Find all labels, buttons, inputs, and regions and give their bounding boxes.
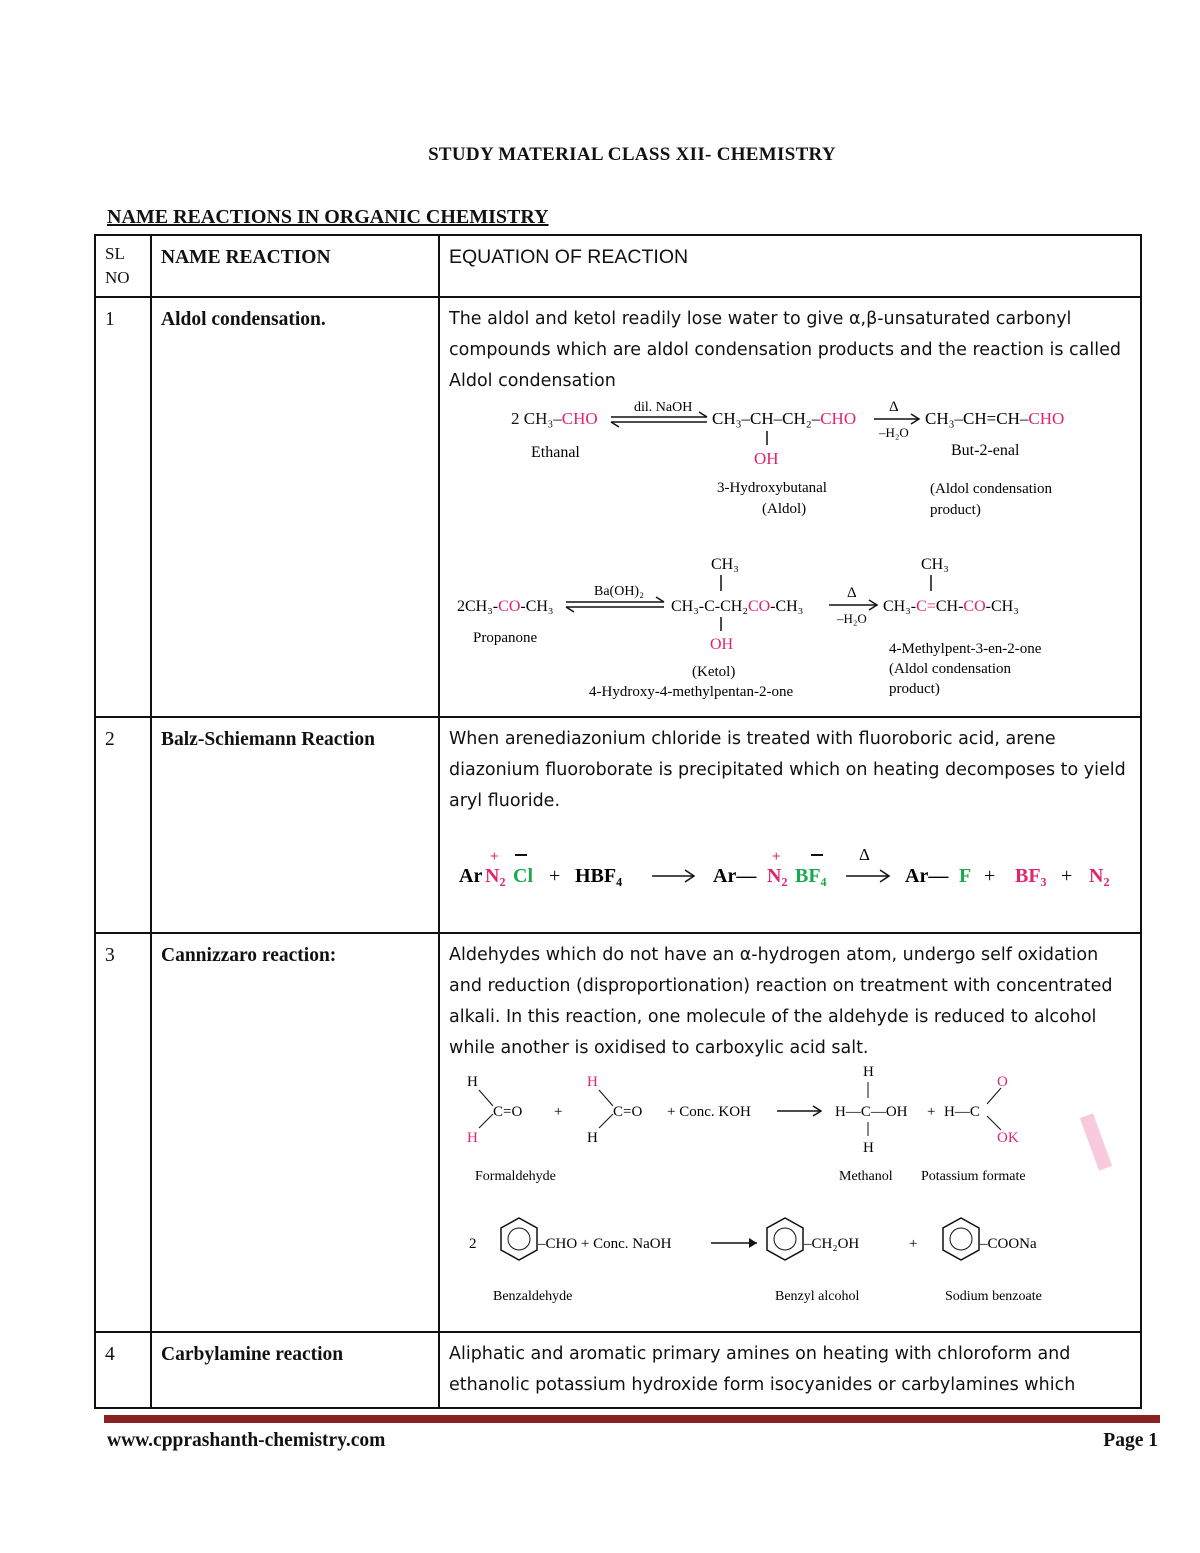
header-name-reaction: NAME REACTION: [151, 235, 439, 297]
cz-c-o-1: C=O: [493, 1104, 523, 1120]
benzene-ring-icon: [767, 1218, 803, 1260]
bs-n2-2: N₂: [767, 865, 788, 887]
footer-divider: [104, 1415, 1160, 1423]
header-sl-line1: SL: [105, 244, 125, 263]
cz-bond-4: [599, 1114, 613, 1128]
footer-website: www.cpprashanth-chemistry.com: [107, 1430, 386, 1451]
r1-label-product3: product): [930, 502, 981, 518]
r2-label-product2: (Aldol condensation: [889, 661, 1012, 677]
cz-label-benzaldehyde: Benzaldehyde: [493, 1289, 573, 1304]
row-name: Balz-Schiemann Reaction: [151, 717, 439, 933]
cz-label-formaldehyde: Formaldehyde: [475, 1169, 556, 1184]
r1-label-product2: (Aldol condensation: [930, 481, 1053, 497]
r2-label-product1: 4-Methylpent-3-en-2-one: [889, 641, 1042, 657]
bs-ar2: Ar—: [713, 865, 757, 887]
cz-o: O: [997, 1074, 1008, 1090]
r1-reactant: 2 CH₃–CHO: [511, 409, 598, 428]
cz-c-o-2: C=O: [613, 1104, 643, 1120]
row-sl: 4: [95, 1332, 151, 1408]
table-row: [95, 717, 1141, 933]
bs-ar: Ar: [459, 865, 483, 887]
cz-bond-3: [599, 1090, 613, 1106]
r1-oh: OH: [754, 449, 779, 468]
table-row: [95, 1332, 1141, 1408]
table-header-row: [95, 235, 1141, 297]
cz-plus-1: +: [554, 1104, 563, 1120]
table-row: [95, 933, 1141, 1332]
row-sl: 1: [95, 297, 151, 717]
aldol-scheme-diagram: [449, 397, 1133, 702]
header-equation: EQUATION OF REACTION: [439, 235, 1141, 297]
r2-ch3-top: CH₃: [711, 556, 739, 573]
cz-hc: H—C: [944, 1104, 980, 1120]
r2-label-mid2: 4-Hydroxy-4-methylpentan-2-one: [589, 684, 794, 700]
cannizzaro-diagram: [449, 1064, 1133, 1309]
cz-reagent-1: + Conc. KOH: [667, 1104, 751, 1120]
benzene-ring-icon: [501, 1218, 537, 1260]
bs-bf4: BF₄: [795, 865, 827, 887]
row-name: Aldol condensation.: [151, 297, 439, 717]
cz-bond-ok: [987, 1116, 1001, 1130]
cz-coef: 2: [469, 1236, 477, 1252]
cz-ch2oh: –CH₂OH: [804, 1236, 860, 1252]
row-name: Cannizzaro reaction:: [151, 933, 439, 1332]
name-reactions-table: [94, 234, 1142, 1409]
benzene-ring-icon: [943, 1218, 979, 1260]
cz-bond-1: [479, 1090, 493, 1106]
r1-label-product: But-2-enal: [951, 442, 1020, 459]
bs-cl: Cl: [513, 865, 533, 887]
cz-coona: –COONa: [980, 1236, 1037, 1252]
cz-h4: H: [587, 1130, 598, 1146]
row-name: Carbylamine reaction: [151, 1332, 439, 1408]
r1-label-mid1: 3-Hydroxybutanal: [717, 480, 827, 496]
cz-bond-2: [479, 1114, 493, 1128]
table-row: [95, 297, 1141, 717]
row-equation-cell: [439, 717, 1141, 933]
row-description: Aliphatic and aromatic primary amines on heating with chloroform and ethanolic potassium hydroxide form isocyanides or carbylamines which: [449, 1344, 1076, 1395]
bs-hbf4: HBF₄: [575, 865, 623, 887]
row-description: Aldehydes which do not have an α-hydrogen atom, undergo self oxidation and reduction (disproportionation) reaction on treatment with concentrated alkali. In this reaction, one molecule of the aldehyde is reduced to alcohol while another is oxidised to carboxylic acid salt.: [449, 945, 1113, 1058]
cz-label-benzoate: Sodium benzoate: [945, 1289, 1042, 1304]
cz-bond-o: [987, 1088, 1001, 1104]
row-equation-cell: [439, 297, 1141, 717]
bs-f: F: [959, 865, 972, 887]
bs-heat: Δ: [859, 845, 870, 864]
balz-schiemann-diagram: [449, 817, 1133, 917]
row-sl: 2: [95, 717, 151, 933]
r1-label-reactant: Ethanal: [531, 444, 580, 461]
document-title: STUDY MATERIAL CLASS XII- CHEMISTRY: [428, 144, 836, 165]
header-sl-line2: NO: [105, 268, 130, 287]
r2-label-reactant: Propanone: [473, 630, 538, 646]
row-description: When arenediazonium chloride is treated with fluoroboric acid, arene diazonium fluoroborate is precipitated which on heating decomposes to yield aryl fluoride.: [449, 729, 1126, 811]
r1-heat: Δ: [889, 399, 899, 415]
r2-reagent: Ba(OH)₂: [594, 584, 644, 599]
bs-bf3: BF₃: [1015, 865, 1047, 887]
cz-label-formate: Potassium formate: [921, 1169, 1026, 1184]
r2-product: CH₃-C=CH-CO-CH₃: [883, 598, 1019, 615]
r2-oh: OH: [710, 636, 734, 653]
cz-cho: –CHO + Conc. NaOH: [538, 1236, 672, 1252]
r1-reagent: dil. NaOH: [634, 400, 693, 415]
footer-page-number: Page 1: [1103, 1430, 1158, 1451]
cz-arrowhead-2: [749, 1238, 757, 1248]
r1-mid: CH₃–CH–CH₂–CHO: [712, 409, 857, 428]
r2-label-mid1: (Ketol): [692, 664, 736, 680]
row-equation-cell: [439, 1332, 1141, 1408]
r2-heat: Δ: [847, 585, 857, 601]
row-equation-cell: [439, 933, 1141, 1332]
r2-mid: CH₃-C-CH₂CO-CH₃: [671, 598, 804, 615]
r2-loss: –H₂O: [837, 611, 867, 626]
section-heading: NAME REACTIONS IN ORGANIC CHEMISTRY: [107, 206, 549, 228]
cz-h-top: H: [863, 1064, 874, 1080]
bs-n2-3: N₂: [1089, 865, 1110, 887]
cz-label-methanol: Methanol: [839, 1169, 893, 1184]
bs-ar3: Ar—: [905, 865, 949, 887]
row-sl: 3: [95, 933, 151, 1332]
cz-h-bottom: H: [863, 1140, 874, 1156]
benzene-ring-aromatic-icon: [950, 1228, 972, 1250]
cz-plus-3: +: [909, 1236, 918, 1252]
benzene-ring-aromatic-icon: [508, 1228, 530, 1250]
cz-c-oh: H—C—OH: [835, 1104, 908, 1120]
bs-plus-charge: +: [490, 849, 499, 865]
bs-plus-2: +: [984, 865, 996, 887]
cz-label-benzyl: Benzyl alcohol: [775, 1289, 860, 1304]
header-sl: [95, 235, 151, 297]
cz-ok: OK: [997, 1130, 1019, 1146]
r2-ch3-top2: CH₃: [921, 556, 949, 573]
row-description: The aldol and ketol readily lose water to give α,β-unsaturated carbonyl compounds which are aldol condensation products and the reaction is called Aldol condensation: [449, 309, 1121, 391]
benzene-ring-aromatic-icon: [774, 1228, 796, 1250]
bs-plus-1: +: [549, 865, 561, 887]
r2-label-product3: product): [889, 681, 940, 697]
cz-h1: H: [467, 1074, 478, 1090]
r1-label-mid2: (Aldol): [762, 501, 807, 517]
bs-plus-3: +: [1061, 865, 1073, 887]
cz-plus-2: +: [927, 1104, 936, 1120]
bs-plus-charge-2: +: [772, 849, 781, 865]
cz-h3: H: [587, 1074, 598, 1090]
r1-loss: –H₂O: [879, 425, 909, 440]
r2-reactant: 2CH₃-CO-CH₃: [457, 598, 554, 615]
bs-n2: N₂: [485, 865, 506, 887]
pink-highlighter-mark: [1080, 1113, 1112, 1170]
cz-h2: H: [467, 1130, 478, 1146]
r1-product: CH₃–CH=CH–CHO: [925, 409, 1065, 428]
